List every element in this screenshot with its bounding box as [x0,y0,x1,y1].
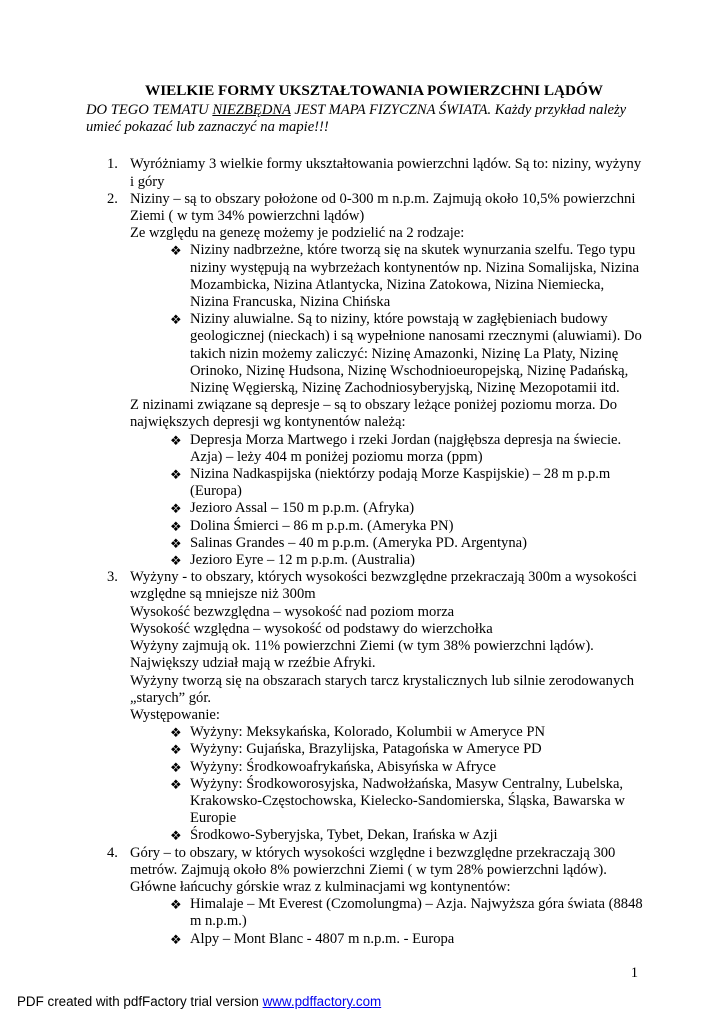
list-item-1 [86,156,646,190]
list-item-2 [86,191,646,569]
bullet-item [170,311,646,397]
bullet-text: Wyżyny: Meksykańska, Kolorado, Kolumbii w Ameryce PN [190,724,545,741]
pdffactory-link[interactable]: www.pdffactory.com [262,994,382,1009]
subtitle-pre: DO TEGO TEMATU [86,102,213,118]
bullet-item [170,896,646,930]
footer-text: PDF created with pdfFactory trial version [17,994,263,1009]
bullet-text: Wyżyny: Środkowoafrykańska, Abisyńska w Afryce [190,758,496,775]
item-number: 3. [107,569,118,586]
item-text: Niziny – są to obszary położone od 0-300 m n.p.m. Zajmują około 10,5% powierzchni Ziemi ( w tym 34% powierzchni lądów) [130,190,636,225]
subtitle-post: JEST MAPA FIZYCZNA ŚWIATA. Każdy przykład należy umieć pokazać lub zaznaczyć na mapie!!! [86,102,627,136]
bullet-list [130,432,646,570]
bullet-icon: ❖ [170,553,182,569]
list-item-4 [86,845,646,948]
bullet-item [170,724,646,741]
bullet-text: Niziny aluwialne. Są to niziny, które powstają w zagłębieniach budowy geologicznej (nieckach) i są wypełnione nanosami rzecznymi (aluwiami). Do takich nizin możemy zaliczyć: Nizinę Amazonki, Nizinę La Platy, Nizinę Orinoko, Nizinę Hudsona, Nizinę Wschodnioeuropejską, Nizinę Padańską, Nizinę Węgierską, Nizinę Zachodniosyberyjską, Nizinę Mezopotamii itd. [190,311,642,397]
bullet-icon: ❖ [170,742,182,758]
item-number: 4. [107,844,118,861]
bullet-icon: ❖ [170,931,182,947]
bullet-item [170,759,646,776]
item-text: Z nizinami związane są depresje – są to obszary leżące poniżej poziomu morza. Do największych depresji wg kontynentów należą: [130,397,618,431]
item-number: 1. [107,156,118,173]
bullet-item [170,827,646,844]
bullet-icon: ❖ [170,759,182,775]
bullet-item [170,776,646,828]
bullet-icon: ❖ [170,828,182,844]
list-item-3 [86,569,646,844]
item-text: Góry – to obszary, w których wysokości względne i bezwzględne przekraczają 300 metrów. Zajmują około 8% powierzchni Ziemi ( w tym 28% powierzchni lądów). [130,844,616,878]
bullet-list [130,896,646,948]
bullet-icon: ❖ [170,725,182,741]
bullet-text: Alpy – Mont Blanc - 4807 m n.p.m. - Europa [190,930,455,947]
bullet-text: Salinas Grandes – 40 m p.p.m. (Ameryka PD. Argentyna) [190,534,527,551]
item-text: Wysokość względna – wysokość od podstawy do wierzchołka [130,620,493,637]
bullet-text: Depresja Morza Martwego i rzeki Jordan (najgłębsza depresja na świecie. Azja) – leży 404 m poniżej poziomu morza (ppm) [190,431,622,465]
bullet-item [170,466,646,500]
bullet-text: Niziny nadbrzeżne, które tworzą się na skutek wynurzania szelfu. Tego typu niziny występują na wybrzeżach kontynentów np. Nizina Somalijska, Nizina Mozambicka, Nizina Atlantycka, Nizina Zatokowa, Nizina Niemiecka, Nizina Francuska, Nizina Chińska [190,242,640,311]
subtitle-underlined: NIEZBĘDNA [212,102,291,118]
bullet-icon: ❖ [170,432,182,448]
bullet-list [130,242,646,397]
item-text: Główne łańcuchy górskie wraz z kulminacjami wg kontynentów: [130,878,511,895]
bullet-text: Wyżyny: Gujańska, Brazylijska, Patagońska w Ameryce PD [190,741,542,758]
item-text: Wyżyny zajmują ok. 11% powierzchni Ziemi (w tym 38% powierzchni lądów). Największy udział mają w rzeźbie Afryki. [130,638,594,672]
bullet-icon: ❖ [170,312,182,328]
bullet-icon: ❖ [170,776,182,792]
bullet-icon: ❖ [170,518,182,534]
item-number: 2. [107,190,118,207]
bullet-item [170,242,646,311]
bullet-item [170,535,646,552]
bullet-item [170,432,646,466]
bullet-item [170,741,646,758]
bullet-item [170,518,646,535]
item-text: Występowanie: [130,706,220,723]
item-text: Ze względu na genezę możemy je podzielić na 2 rodzaje: [130,225,465,242]
item-text: Wyżyny tworzą się na obszarach starych tarcz krystalicznych lub silnie zerodowanych „starych” gór. [130,672,635,706]
bullet-text: Jezioro Eyre – 12 m p.p.m. (Australia) [190,552,415,569]
bullet-text: Jezioro Assal – 150 m p.p.m. (Afryka) [190,500,415,517]
bullet-item [170,500,646,517]
bullet-icon: ❖ [170,535,182,551]
page-number: 1 [630,965,638,981]
item-text: Wyróżniamy 3 wielkie formy ukształtowania powierzchni lądów. Są to: niziny, wyżyny i góry [130,156,642,190]
item-text: Wyżyny - to obszary, których wysokości bezwzględne przekraczają 300m a wysokości względne są mniejsze niż 300m [130,569,637,603]
subtitle-note [86,102,646,136]
bullet-icon: ❖ [170,243,182,259]
bullet-text: Himalaje – Mt Everest (Czomolungma) – Azja. Najwyższa góra świata (8848 m n.p.m.) [190,896,643,930]
bullet-item [170,931,646,948]
bullet-text: Dolina Śmierci – 86 m p.p.m. (Ameryka PN) [190,517,454,534]
bullet-icon: ❖ [170,897,182,913]
item-text: Wysokość bezwzględna – wysokość nad poziom morza [130,603,455,620]
document-page [86,82,646,948]
bullet-text: Środkowo-Syberyjska, Tybet, Dekan, Irańska w Azji [190,827,498,844]
bullet-text: Nizina Nadkaspijska (niektórzy podają Morze Kaspijskie) – 28 m p.p.m (Europa) [190,466,611,500]
bullet-list [130,724,646,844]
bullet-item [170,552,646,569]
pdf-footer [17,994,381,1009]
bullet-icon: ❖ [170,467,182,483]
bullet-icon: ❖ [170,501,182,517]
bullet-text: Wyżyny: Środkoworosyjska, Nadwołżańska, Masyw Centralny, Lubelska, Krakowsko-Częstochowska, Kielecko-Sandomierska, Śląska, Bawarska w Europie [190,775,625,827]
document-title: WIELKIE FORMY UKSZTAŁTOWANIA POWIERZCHNI LĄDÓW [145,82,603,99]
